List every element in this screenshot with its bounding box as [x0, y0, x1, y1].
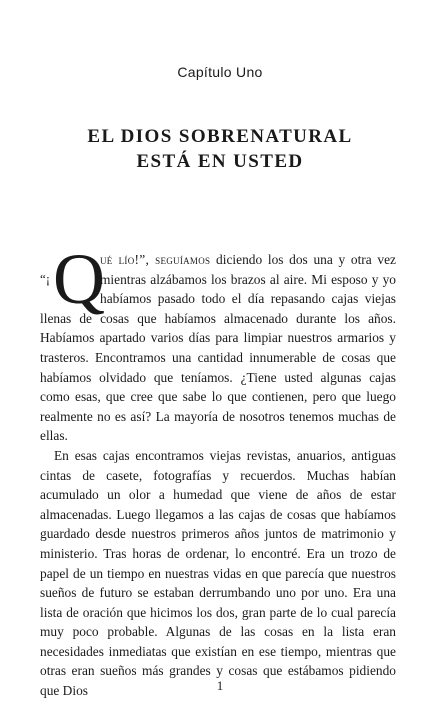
- chapter-title: [0, 124, 440, 174]
- chapter-title-line-1: EL DIOS SOBRENATURAL: [87, 126, 353, 147]
- opening-small-caps: ué lío!”, seguíamos: [100, 252, 211, 267]
- drop-cap: [40, 239, 105, 319]
- body-text: [40, 239, 396, 701]
- chapter-label: Capítulo Uno: [177, 64, 263, 80]
- paragraph-1-text: diciendo los dos una y otra vez mientras alzábamos los brazos al aire. Mi esposo y yo habíamos pasado todo el día repasando cajas viejas llenas de cosas que habíamos almacenado durante los años. Habíamos apartado varios días para limpiar nuestros armarios y trasteros. Encontramos una cantidad innumerable de cosas que habíamos olvidado que teníamos. ¿Tiene usted algunas cajas como esas, que cree que sabe lo que contienen, pero que luego realmente no es así? La mayoría de nosotros tenemos muchas de ellas.: [40, 252, 396, 444]
- chapter-title-line-2: ESTÁ EN USTED: [136, 151, 304, 172]
- page-number: 1: [216, 678, 224, 693]
- drop-cap-letter: Q: [53, 239, 105, 319]
- paragraph-1: [40, 239, 396, 446]
- drop-cap-quote: “¡: [40, 271, 51, 286]
- paragraph-2: En esas cajas encontramos viejas revistas, anuarios, antiguas cintas de casete, fotografías y recuerdos. Muchas habían acumulado un olor a humedad que viene de años de estar almacenadas. Luego llegamos a las cajas de cosas que habíamos guardado desde nuestros primeros años juntos de matrimonio y ministerio. Tras horas de ordenar, lo encontré. Era un trozo de papel de un tiempo en nuestras vidas en que parecía que nuestros sueños de futuro se estaban derrumbando uno por uno. Era una lista de oración que hicimos los dos, gran parte de lo cual parecía muy poco probable. Algunas de las cosas en la lista eran necesidades inmediatas que existían en ese tiempo, mientras que otras eran sueños más grandes y cosas que estábamos pidiendo que Dios: [40, 447, 396, 699]
